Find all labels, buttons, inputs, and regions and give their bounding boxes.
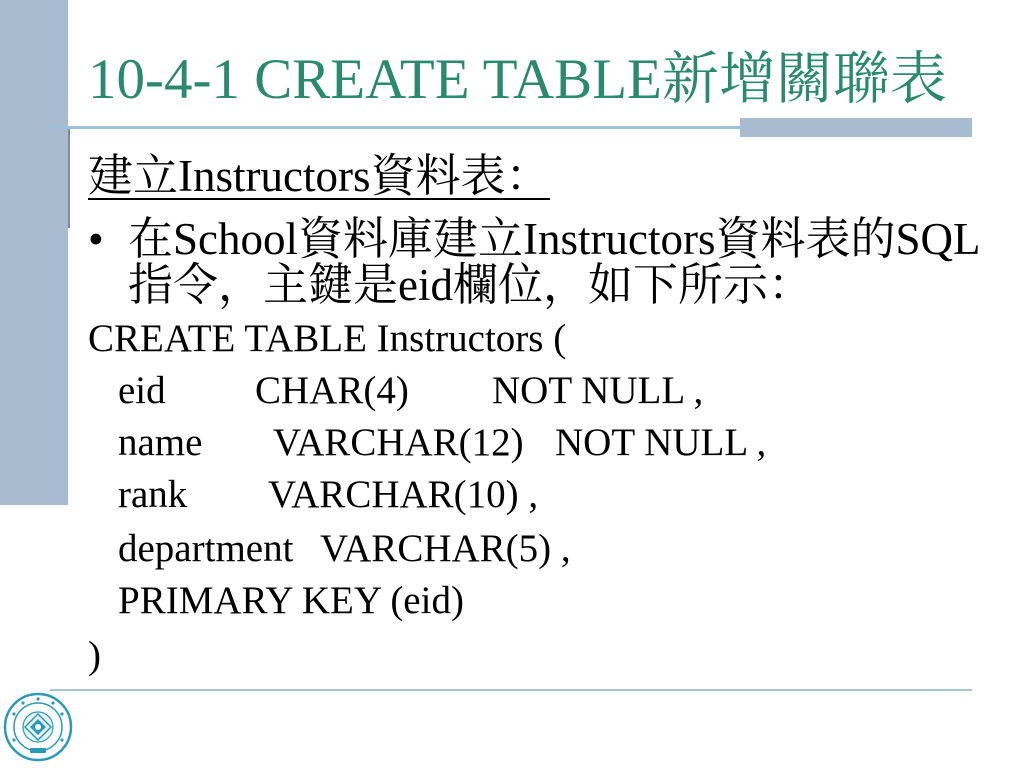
sql-column-constraint: NOT NULL , xyxy=(555,421,767,464)
bullet-text-line-2: 指令，主鍵是eid欄位，如下所示： xyxy=(128,260,813,310)
bullet-text-line-1: 在School資料庫建立Instructors資料表的SQL xyxy=(128,214,981,264)
left-accent-bar-edge xyxy=(68,128,70,228)
sql-column-name: department xyxy=(118,527,294,570)
sql-create-header: CREATE TABLE Instructors ( xyxy=(88,317,567,360)
university-logo-icon xyxy=(3,692,73,762)
sql-column-type: VARCHAR(5) , xyxy=(320,527,571,570)
sql-column-constraint: NOT NULL , xyxy=(492,369,704,412)
footer-rule xyxy=(50,689,972,691)
title-accent-block xyxy=(740,118,972,137)
slide-title: 10-4-1 CREATE TABLE新增關聯表 xyxy=(88,48,947,111)
bullet-marker: • xyxy=(88,214,104,264)
sql-close-paren: ) xyxy=(88,634,101,677)
sql-column-name: rank xyxy=(118,473,188,516)
sql-column-name: name xyxy=(118,421,203,464)
section-subtitle: 建立Instructors資料表： xyxy=(88,151,551,201)
left-accent-bar xyxy=(0,0,68,505)
sql-column-name: eid xyxy=(118,369,166,412)
sql-primary-key: PRIMARY KEY (eid) xyxy=(118,579,464,622)
sql-column-type: CHAR(4) xyxy=(255,369,409,412)
sql-column-type: VARCHAR(10) , xyxy=(268,473,539,516)
sql-column-type: VARCHAR(12) xyxy=(273,421,524,464)
